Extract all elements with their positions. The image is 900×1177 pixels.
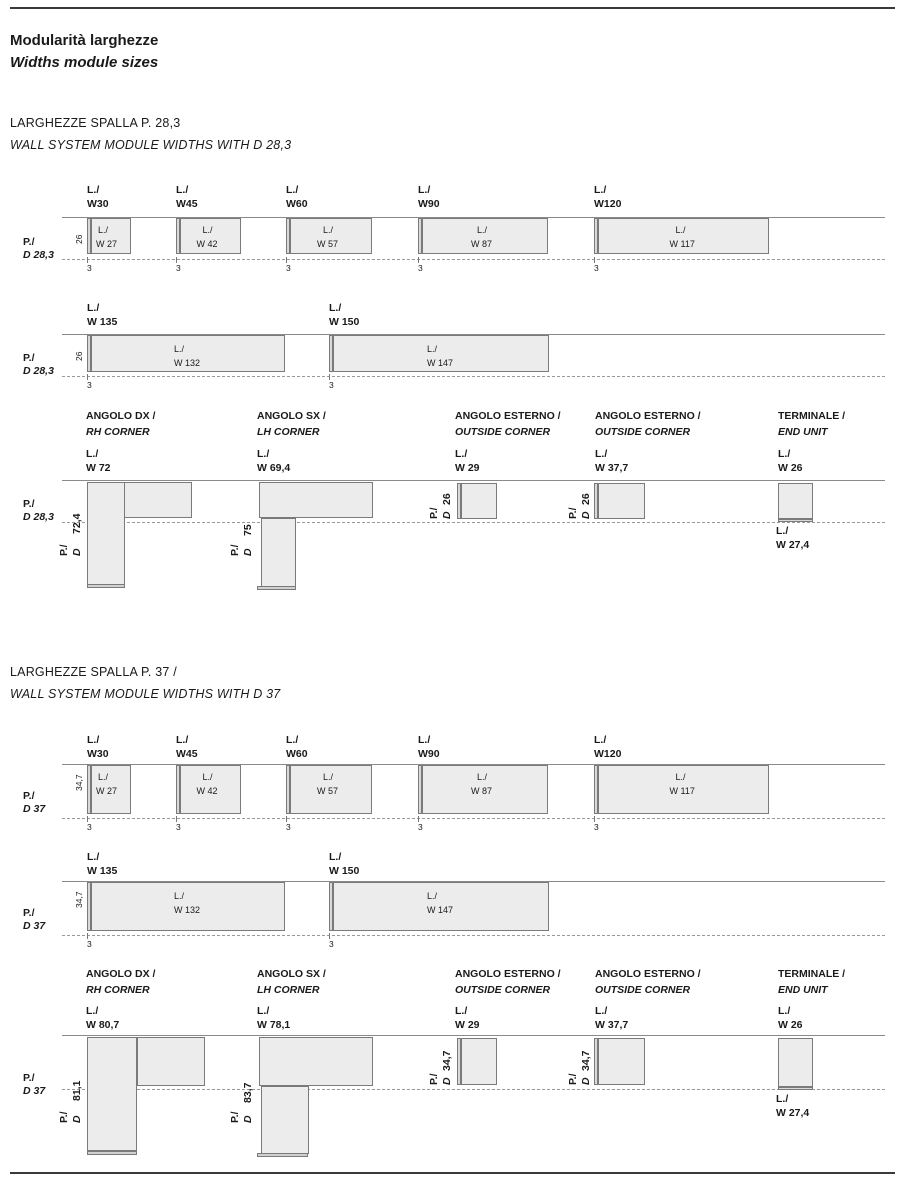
end-unit [778,1038,813,1087]
gap-dimension: 3 [87,263,92,273]
module-width-value: W30 [87,748,109,760]
rh-corner-base [87,1151,137,1155]
module-width-label: L./ [87,184,100,196]
corner-title: ANGOLO ESTERNO / [595,968,701,980]
corner-title-en: LH CORNER [257,984,320,996]
gap-dimension: 3 [87,380,92,390]
end-unit-bottom-label: L./ [776,1093,789,1105]
corner-width-value: W 72 [86,462,111,474]
gap-dimension: 3 [418,263,423,273]
module-width-label: L./ [594,184,607,196]
corner-depth-prefix: P./ [567,1073,579,1085]
height-dimension: 34,7 [74,891,84,908]
corner-depth-prefix: P./ [58,544,70,556]
depth-label-value: D 28,3 [23,249,54,261]
corner-width-value: W 80,7 [86,1019,120,1031]
corner-width-value: W 29 [455,462,480,474]
depth-line [62,935,885,936]
gap-dimension: 3 [418,822,423,832]
rh-corner-shelf [137,1037,205,1086]
gap-dimension: 3 [329,380,334,390]
inner-width-label: L./ [98,772,109,782]
inner-width-label: L./ [174,891,185,901]
module-width-value: W 150 [329,316,360,328]
top-rule [10,7,895,9]
outside-corner-unit [461,483,497,519]
corner-title: ANGOLO ESTERNO / [595,410,701,422]
inner-width-label: L./ [477,772,488,782]
bottom-rule [10,1172,895,1174]
gap-dimension: 3 [87,939,92,949]
depth-label-value: D 37 [23,920,46,932]
corner-width-value: W 37,7 [595,1019,629,1031]
section-heading-en: WALL SYSTEM MODULE WIDTHS WITH D 37 [10,687,281,701]
outside-corner-unit [461,1038,497,1085]
module-width-label: L./ [286,184,299,196]
inner-width-label: L./ [174,344,185,354]
height-dimension: 34,7 [74,774,84,791]
corner-title-en: END UNIT [778,984,828,996]
rh-corner-shelf [124,482,192,518]
rh-corner-leg [87,1037,137,1151]
inner-width-value: W 57 [317,239,339,249]
inner-width-label: L./ [675,225,686,235]
inner-width-value: W 27 [96,239,118,249]
depth-label: P./ [23,236,35,248]
inner-width-value: W 147 [427,905,454,915]
module-width-value: W 135 [87,865,118,877]
module-width-label: L./ [286,734,299,746]
depth-label: P./ [23,352,35,364]
outside-corner-depth: 26 [580,493,592,505]
module-width-label: L./ [329,851,342,863]
depth-label-value: D 28,3 [23,365,54,377]
lh-corner-leg [261,1086,309,1154]
module-width-value: W90 [418,198,440,210]
inner-width-label: L./ [427,891,438,901]
outside-corner-depth: 26 [441,493,453,505]
gap-dimension: 3 [176,263,181,273]
corner-title-en: RH CORNER [86,426,150,438]
depth-label: P./ [23,498,35,510]
inner-width-value: W 132 [174,358,201,368]
module-width-label: L./ [176,184,189,196]
rh-corner-depth: 81,1 [71,1080,83,1101]
lh-corner-shelf [259,482,373,518]
depth-label: P./ [23,790,35,802]
depth-line [62,818,885,819]
wall-line [62,1035,885,1036]
inner-width-label: L./ [323,225,334,235]
inner-width-value: W 147 [427,358,454,368]
inner-width-value: W 132 [174,905,201,915]
inner-width-value: W 42 [196,239,218,249]
gap-dimension: 3 [286,263,291,273]
corner-depth-prefix: D [441,511,453,519]
corner-width-label: L./ [595,448,608,460]
end-unit-base [778,519,813,522]
depth-label: P./ [23,907,35,919]
inner-width-value: W 117 [669,786,695,796]
inner-width-label: L./ [202,225,213,235]
corner-title-en: OUTSIDE CORNER [595,984,691,996]
corner-width-value: W 26 [778,462,803,474]
module-width-value: W90 [418,748,440,760]
corner-width-value: W 69,4 [257,462,291,474]
lh-corner-depth: 83,7 [242,1082,254,1103]
module-width-value: W45 [176,198,198,210]
gap-dimension: 3 [594,263,599,273]
corner-title: TERMINALE / [778,968,846,980]
inner-width-label: L./ [427,344,438,354]
page-title: Modularità larghezze [10,32,159,49]
corner-depth-prefix: D [71,548,83,556]
rh-corner-leg [87,482,125,586]
corner-width-value: W 78,1 [257,1019,291,1031]
corner-depth-prefix: P./ [428,1073,440,1085]
depth-line [62,522,885,523]
corner-title: TERMINALE / [778,410,846,422]
corner-depth-prefix: D [242,1115,254,1123]
module-width-value: W 135 [87,316,118,328]
inner-width-label: L./ [98,225,109,235]
corner-width-label: L./ [778,448,791,460]
gap-dimension: 3 [594,822,599,832]
corner-title: ANGOLO SX / [257,968,326,980]
module-width-label: L./ [594,734,607,746]
depth-label-value: D 37 [23,1085,46,1097]
module-width-value: W30 [87,198,109,210]
module-width-value: W120 [594,748,622,760]
module-width-label: L./ [87,302,100,314]
corner-title: ANGOLO DX / [86,410,156,422]
corner-title-en: RH CORNER [86,984,150,996]
depth-line [62,376,885,377]
module-width-label: L./ [87,851,100,863]
outside-corner-unit [598,483,645,519]
corner-depth-prefix: D [580,511,592,519]
end-unit-bottom-value: W 27,4 [776,539,810,551]
section-heading-en: WALL SYSTEM MODULE WIDTHS WITH D 28,3 [10,138,292,152]
gap-dimension: 3 [329,939,334,949]
lh-corner-base [257,586,296,590]
gap-dimension: 3 [87,822,92,832]
corner-title-en: OUTSIDE CORNER [455,426,551,438]
corner-title: ANGOLO DX / [86,968,156,980]
section-heading: LARGHEZZE SPALLA P. 37 / [10,665,177,679]
corner-title: ANGOLO ESTERNO / [455,410,561,422]
end-unit-bottom-value: W 27,4 [776,1107,810,1119]
corner-width-value: W 29 [455,1019,480,1031]
inner-width-value: W 87 [471,239,493,249]
module-width-value: W 150 [329,865,360,877]
depth-label-value: D 28,3 [23,511,54,523]
module-width-label: L./ [418,734,431,746]
module-width-value: W45 [176,748,198,760]
inner-width-value: W 117 [669,239,695,249]
inner-width-value: W 27 [96,786,118,796]
corner-depth-prefix: P./ [428,507,440,519]
module-width-label: L./ [87,734,100,746]
rh-corner-base [87,584,125,588]
inner-width-value: W 87 [471,786,493,796]
outside-corner-unit [598,1038,645,1085]
depth-label-value: D 37 [23,803,46,815]
corner-title-en: OUTSIDE CORNER [595,426,691,438]
page-subtitle: Widths module sizes [10,54,159,71]
corner-width-value: W 26 [778,1019,803,1031]
corner-depth-prefix: P./ [58,1111,70,1123]
corner-title: ANGOLO SX / [257,410,326,422]
corner-title-en: END UNIT [778,426,828,438]
end-unit-bottom-label: L./ [776,525,789,537]
corner-depth-prefix: D [580,1077,592,1085]
inner-width-label: L./ [323,772,334,782]
corner-title-en: OUTSIDE CORNER [455,984,551,996]
outside-corner-depth: 34,7 [441,1050,453,1071]
inner-width-label: L./ [675,772,686,782]
corner-title-en: LH CORNER [257,426,320,438]
end-unit [778,483,813,519]
corner-depth-prefix: P./ [229,1111,241,1123]
corner-depth-prefix: D [71,1115,83,1123]
gap-dimension: 3 [176,822,181,832]
wall-line [62,480,885,481]
outside-corner-depth: 34,7 [580,1050,592,1071]
corner-depth-prefix: P./ [229,544,241,556]
lh-corner-base [257,1153,308,1157]
inner-width-label: L./ [477,225,488,235]
height-dimension: 26 [74,351,84,361]
corner-title: ANGOLO ESTERNO / [455,968,561,980]
module-width-value: W60 [286,748,308,760]
inner-width-label: L./ [202,772,213,782]
depth-line [62,1089,885,1090]
gap-dimension: 3 [286,822,291,832]
corner-width-label: L./ [86,1005,99,1017]
corner-depth-prefix: D [441,1077,453,1085]
lh-corner-leg [261,518,296,588]
depth-label: P./ [23,1072,35,1084]
section-heading: LARGHEZZE SPALLA P. 28,3 [10,116,181,130]
lh-corner-depth: 75 [242,524,254,536]
corner-width-value: W 37,7 [595,462,629,474]
corner-depth-prefix: D [242,548,254,556]
module-width-label: L./ [329,302,342,314]
corner-width-label: L./ [595,1005,608,1017]
corner-width-label: L./ [257,1005,270,1017]
module-width-label: L./ [176,734,189,746]
rh-corner-depth: 72,4 [71,513,83,534]
inner-width-value: W 57 [317,786,339,796]
corner-width-label: L./ [86,448,99,460]
corner-width-label: L./ [778,1005,791,1017]
module-width-label: L./ [418,184,431,196]
corner-width-label: L./ [257,448,270,460]
corner-depth-prefix: P./ [567,507,579,519]
module-width-value: W120 [594,198,622,210]
corner-width-label: L./ [455,1005,468,1017]
module-width-value: W60 [286,198,308,210]
corner-width-label: L./ [455,448,468,460]
inner-width-value: W 42 [196,786,218,796]
end-unit-base [778,1087,813,1090]
height-dimension: 26 [74,234,84,244]
depth-line [62,259,885,260]
lh-corner-shelf [259,1037,373,1086]
